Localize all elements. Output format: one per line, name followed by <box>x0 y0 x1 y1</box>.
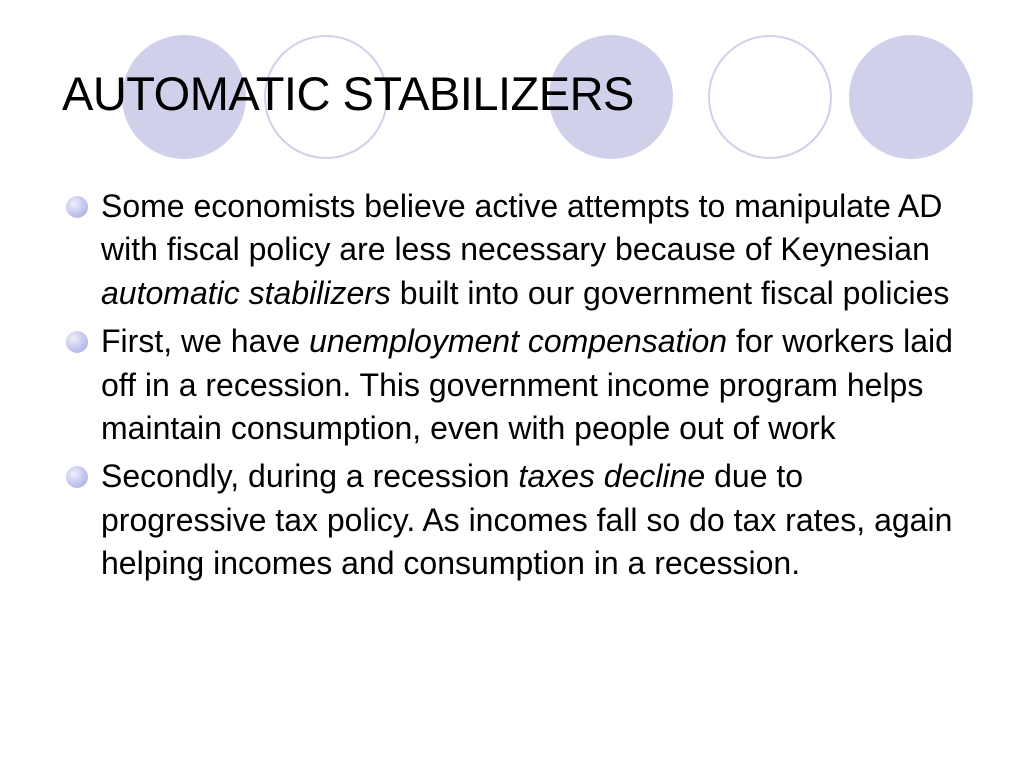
bullet-text <box>101 323 953 446</box>
bullet-text-emphasis: automatic stabilizers <box>101 274 391 311</box>
bullet-text <box>101 458 952 581</box>
bullet-text-plain: built into our government fiscal policies <box>390 274 950 311</box>
bullet-icon <box>66 331 88 353</box>
bullet-text-plain: Some economists believe active attempts to manipulate AD with fiscal policy are less necessary because of Keynesian <box>101 188 943 268</box>
bullet-text <box>101 188 949 311</box>
bullet-text-plain: due to progressive tax policy. As incomes fall so do tax rates, again helping incomes and consumption in a recession. <box>101 458 953 582</box>
bullet-icon <box>66 466 88 488</box>
bullet-text-plain: for workers laid off in a recession. This government income program helps maintain consumption, even with people out of work <box>101 323 953 447</box>
bullet-icon <box>66 196 88 218</box>
bullet-text-plain: First, we have <box>101 323 310 360</box>
bullet-item <box>66 320 966 450</box>
bullet-text-emphasis: taxes decline <box>518 458 706 495</box>
slide-title: AUTOMATIC STABILIZERS <box>62 67 634 120</box>
decorative-circle-ring <box>708 35 832 159</box>
bullet-item <box>66 185 966 315</box>
bullet-text-plain: Secondly, during a recession <box>101 458 519 495</box>
bullet-text-emphasis: unemployment compensation <box>309 323 728 360</box>
decorative-circle-filled <box>849 35 973 159</box>
bullet-item <box>66 455 966 585</box>
bullet-list <box>66 185 966 591</box>
